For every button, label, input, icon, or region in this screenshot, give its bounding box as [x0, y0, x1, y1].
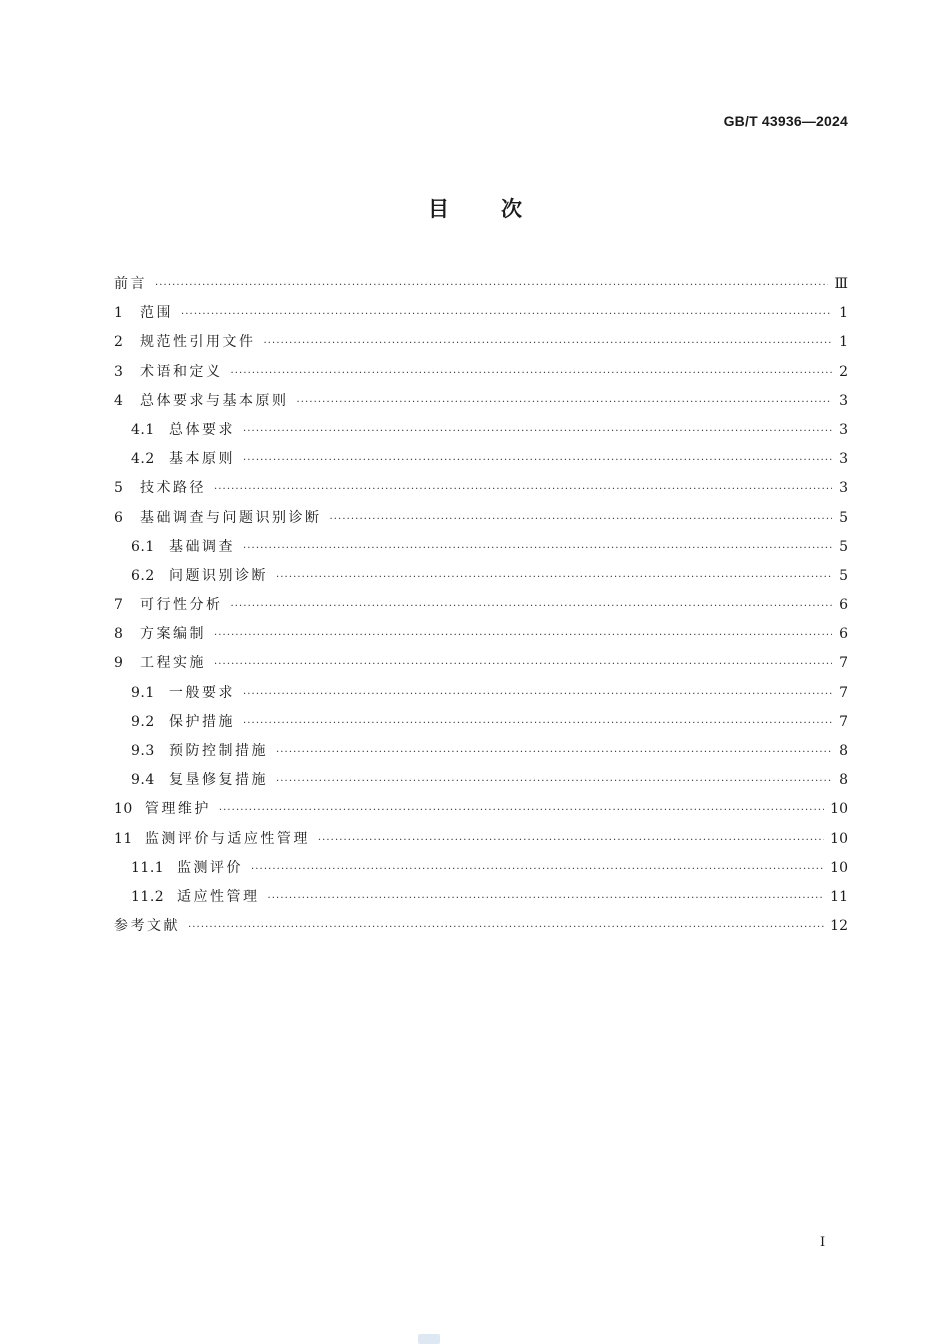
- toc-entry-label: 监测评价: [177, 859, 243, 876]
- toc-entry-label: 总体要求与基本原则: [140, 392, 289, 409]
- toc-leader-dots: [268, 884, 825, 913]
- toc-entry-page: 2: [839, 363, 848, 380]
- toc-entry-number: 6.2: [131, 567, 155, 584]
- toc-entry[interactable]: [114, 416, 848, 445]
- toc-entry[interactable]: [114, 649, 848, 678]
- table-of-contents: [114, 270, 848, 941]
- toc-leader-dots: [214, 475, 832, 504]
- toc-entry-label: 总体要求: [169, 421, 235, 438]
- toc-entry-page: 10: [830, 801, 848, 818]
- toc-leader-dots: [214, 650, 832, 679]
- toc-leader-dots: [243, 534, 832, 563]
- toc-entry-page: 7: [839, 713, 848, 730]
- toc-leader-dots: [251, 855, 824, 884]
- toc-entry-label: 基本原则: [169, 451, 235, 468]
- toc-entry[interactable]: [114, 299, 848, 328]
- toc-entry[interactable]: [114, 825, 848, 854]
- toc-entry[interactable]: [114, 766, 848, 795]
- toc-leader-dots: [243, 446, 832, 475]
- toc-entry-number: 4.2: [131, 451, 155, 468]
- toc-entry-label: 方案编制: [140, 626, 206, 643]
- toc-entry[interactable]: [114, 445, 848, 474]
- toc-entry-page: 5: [839, 538, 848, 555]
- toc-entry-number: 7: [114, 597, 124, 614]
- toc-entry-number: 5: [114, 480, 124, 497]
- toc-entry-number: 10: [114, 801, 133, 818]
- toc-leader-dots: [276, 738, 832, 767]
- toc-entry-number: 6.1: [131, 538, 155, 555]
- toc-entry[interactable]: [114, 620, 848, 649]
- toc-leader-dots: [276, 767, 832, 796]
- toc-leader-dots: [155, 271, 828, 300]
- toc-entry-label: 规范性引用文件: [140, 334, 256, 351]
- toc-leader-dots: [264, 329, 833, 358]
- toc-entry-label: 范围: [140, 305, 173, 322]
- toc-entry[interactable]: [114, 708, 848, 737]
- toc-entry-page: 12: [830, 918, 848, 935]
- watermark-stamp: [418, 1334, 440, 1344]
- toc-entry-label: 术语和定义: [140, 363, 223, 380]
- toc-entry[interactable]: [114, 328, 848, 357]
- toc-entry-page: 3: [839, 451, 848, 468]
- toc-entry-page: Ⅲ: [834, 276, 848, 292]
- toc-entry-label: 可行性分析: [140, 597, 223, 614]
- toc-leader-dots: [231, 592, 833, 621]
- toc-entry[interactable]: [114, 737, 848, 766]
- toc-entry-label: 基础调查与问题识别诊断: [140, 509, 322, 526]
- toc-entry-page: 11: [830, 888, 848, 905]
- toc-leader-dots: [297, 388, 833, 417]
- standard-code: GB/T 43936—2024: [723, 113, 848, 129]
- toc-leader-dots: [231, 359, 833, 388]
- toc-entry-label: 适应性管理: [177, 888, 260, 905]
- toc-entry-number: 6: [114, 509, 124, 526]
- toc-entry[interactable]: [114, 883, 848, 912]
- toc-entry-page: 7: [839, 684, 848, 701]
- toc-leader-dots: [219, 796, 824, 825]
- page-number: Ⅰ: [820, 1235, 826, 1250]
- toc-entry-page: 8: [839, 743, 848, 759]
- toc-entry-page: 7: [839, 655, 848, 672]
- toc-entry-label: 预防控制措施: [169, 743, 268, 759]
- toc-leader-dots: [243, 417, 832, 446]
- toc-entry-number: 4: [114, 392, 124, 409]
- toc-entry[interactable]: [114, 270, 848, 299]
- toc-leader-dots: [276, 563, 832, 592]
- toc-entry-label: 基础调查: [169, 538, 235, 555]
- toc-entry-page: 6: [839, 626, 848, 643]
- toc-entry-number: 9.2: [131, 713, 155, 730]
- page-title: [0, 193, 950, 223]
- toc-entry-label: 前言: [114, 276, 147, 292]
- toc-entry-page: 6: [839, 597, 848, 614]
- toc-entry-number: 4.1: [131, 421, 155, 438]
- toc-entry-page: 3: [839, 392, 848, 409]
- toc-entry-page: 10: [830, 859, 848, 876]
- toc-entry-label: 技术路径: [140, 480, 206, 497]
- toc-entry-number: 2: [114, 334, 124, 351]
- toc-entry-number: 11.1: [131, 859, 165, 876]
- toc-entry-number: 1: [114, 305, 124, 322]
- toc-entry-label: 复垦修复措施: [169, 772, 268, 789]
- toc-entry-page: 5: [839, 509, 848, 526]
- toc-entry[interactable]: [114, 591, 848, 620]
- toc-entry-page: 1: [839, 305, 848, 322]
- toc-entry[interactable]: [114, 795, 848, 824]
- toc-entry-number: 11: [114, 830, 133, 847]
- toc-leader-dots: [188, 913, 824, 942]
- toc-entry-page: 10: [830, 830, 848, 847]
- toc-entry-page: 5: [839, 567, 848, 584]
- toc-entry[interactable]: [114, 504, 848, 533]
- toc-entry-page: 1: [839, 334, 848, 351]
- toc-entry-label: 管理维护: [144, 801, 211, 818]
- title-char-2: 次: [501, 197, 522, 221]
- toc-entry[interactable]: [114, 679, 848, 708]
- toc-entry-label: 监测评价与适应性管理: [144, 830, 310, 847]
- toc-entry-number: 11.2: [131, 888, 165, 905]
- toc-entry-page: 3: [839, 421, 848, 438]
- toc-entry[interactable]: [114, 854, 848, 883]
- toc-leader-dots: [330, 505, 833, 534]
- title-char-1: 目: [428, 197, 449, 221]
- toc-entry-number: 9.4: [131, 772, 155, 789]
- toc-entry[interactable]: [114, 912, 848, 941]
- toc-leader-dots: [318, 826, 824, 855]
- toc-entry[interactable]: [114, 474, 848, 503]
- toc-entry[interactable]: [114, 358, 848, 387]
- toc-entry-label: 一般要求: [169, 684, 235, 701]
- toc-entry-number: 9.3: [131, 743, 155, 759]
- toc-entry[interactable]: [114, 387, 848, 416]
- toc-entry-number: 8: [114, 626, 124, 643]
- toc-entry-label: 参考文献: [114, 918, 180, 935]
- toc-entry[interactable]: [114, 562, 848, 591]
- toc-entry-label: 工程实施: [140, 655, 206, 672]
- toc-entry-number: 3: [114, 363, 124, 380]
- toc-leader-dots: [214, 621, 832, 650]
- toc-leader-dots: [243, 680, 832, 709]
- toc-leader-dots: [181, 300, 832, 329]
- toc-entry-number: 9.1: [131, 684, 155, 701]
- toc-entry-label: 保护措施: [169, 713, 235, 730]
- toc-leader-dots: [243, 709, 832, 738]
- toc-entry-page: 3: [839, 480, 848, 497]
- toc-entry[interactable]: [114, 533, 848, 562]
- toc-entry-label: 问题识别诊断: [169, 567, 268, 584]
- toc-entry-number: 9: [114, 655, 124, 672]
- toc-entry-page: 8: [839, 772, 848, 789]
